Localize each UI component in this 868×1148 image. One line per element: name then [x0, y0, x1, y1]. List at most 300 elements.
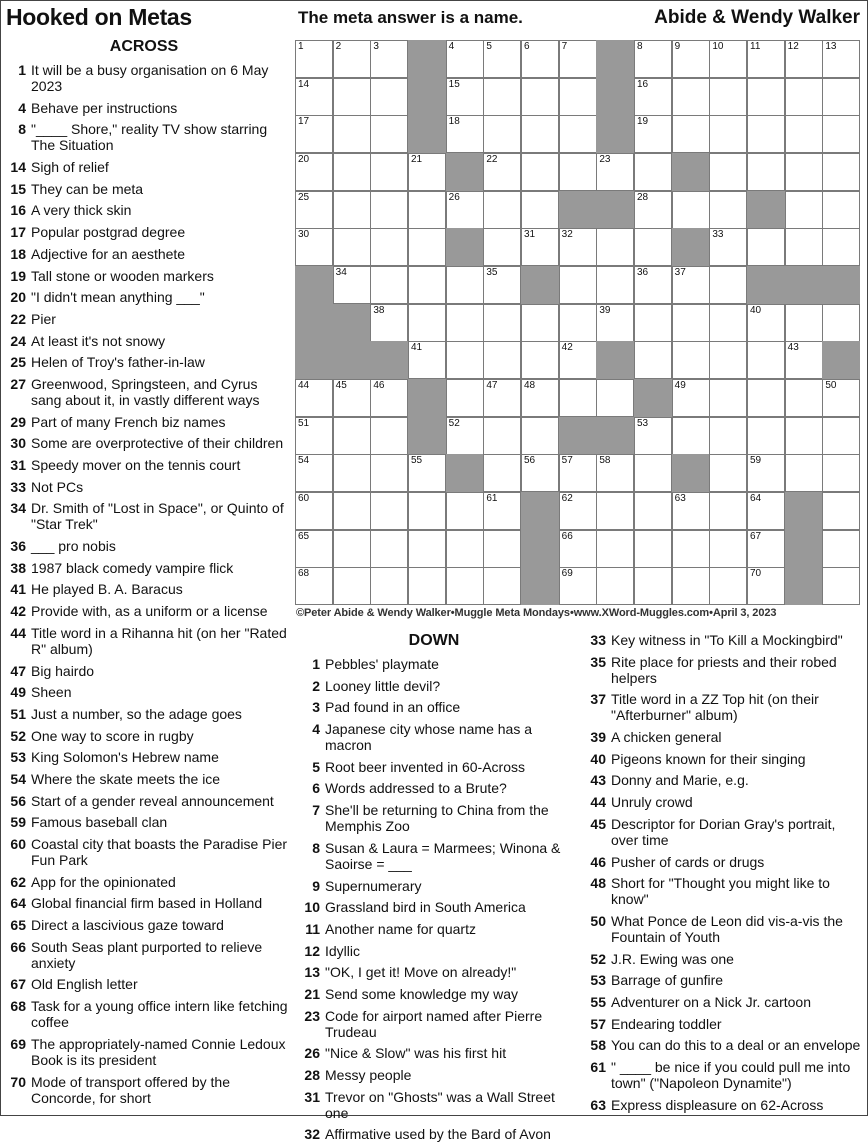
grid-cell[interactable]: [483, 115, 521, 153]
clue-text: App for the opinionated: [31, 873, 176, 890]
grid-cell[interactable]: [483, 304, 521, 342]
grid-block: [370, 341, 408, 379]
grid-cell[interactable]: [370, 567, 408, 605]
grid-block: [333, 304, 371, 342]
meta-instruction: The meta answer is a name.: [298, 8, 523, 27]
grid-cell[interactable]: [483, 417, 521, 455]
grid-cell[interactable]: [822, 228, 860, 266]
clue-number: 58: [590, 1037, 606, 1054]
grid-cell[interactable]: [408, 341, 446, 379]
grid-cell[interactable]: [634, 530, 672, 568]
grid-cell[interactable]: [747, 417, 785, 455]
clue-text: Idyllic: [325, 942, 361, 959]
grid-cell[interactable]: [634, 304, 672, 342]
grid-cell[interactable]: [709, 454, 747, 492]
grid-cell[interactable]: [747, 304, 785, 342]
cell-number: 43: [787, 342, 799, 354]
grid-cell[interactable]: [822, 40, 860, 78]
clue-text: Unruly crowd: [611, 794, 693, 811]
clue-text: What Ponce de Leon did vis-a-vis the Fountain of Youth: [611, 912, 843, 945]
grid-cell[interactable]: [333, 115, 371, 153]
grid-cell[interactable]: [333, 266, 371, 304]
grid-cell[interactable]: [596, 153, 634, 191]
cell-number: 41: [411, 342, 423, 354]
across-clue: [4, 1036, 288, 1068]
grid-cell[interactable]: [559, 341, 597, 379]
grid-cell[interactable]: [822, 304, 860, 342]
clue-number: 68: [10, 998, 26, 1015]
grid-cell[interactable]: [709, 266, 747, 304]
grid-cell[interactable]: [596, 304, 634, 342]
cell-number: 1: [298, 41, 304, 52]
grid-cell[interactable]: [747, 341, 785, 379]
grid-cell[interactable]: [822, 454, 860, 492]
grid-cell[interactable]: [333, 454, 371, 492]
grid-cell[interactable]: [370, 379, 408, 417]
grid-cell[interactable]: [295, 40, 333, 78]
grid-cell[interactable]: [559, 304, 597, 342]
grid-cell[interactable]: [408, 492, 446, 530]
grid-cell[interactable]: [295, 492, 333, 530]
grid-cell[interactable]: [747, 454, 785, 492]
grid-cell[interactable]: [672, 78, 710, 116]
grid-cell[interactable]: [709, 40, 747, 78]
grid-cell[interactable]: [822, 567, 860, 605]
clue-number: 14: [10, 159, 26, 176]
cell-number: 6: [524, 41, 530, 52]
grid-cell[interactable]: [408, 191, 446, 229]
clue-text: Express displeasure on 62-Across: [611, 1096, 824, 1113]
grid-cell[interactable]: [559, 153, 597, 191]
grid-cell[interactable]: [785, 417, 823, 455]
grid-cell[interactable]: [370, 115, 408, 153]
clue-text: Pusher of cards or drugs: [611, 853, 765, 870]
grid-cell[interactable]: [559, 530, 597, 568]
grid-cell[interactable]: [709, 567, 747, 605]
grid-cell[interactable]: [785, 304, 823, 342]
cell-number: 54: [298, 455, 310, 467]
grid-cell[interactable]: [709, 228, 747, 266]
grid-cell[interactable]: [672, 304, 710, 342]
clue-number: 3: [312, 699, 320, 716]
grid-cell[interactable]: [370, 417, 408, 455]
clue-number: 11: [305, 920, 320, 937]
cell-number: 61: [486, 493, 498, 504]
grid-cell[interactable]: [709, 304, 747, 342]
grid-cell[interactable]: [822, 115, 860, 153]
cell-number: 34: [335, 267, 347, 278]
grid-cell[interactable]: [446, 492, 484, 530]
clue-text: Title word in a ZZ Top hit (on their "Afterburner" album): [611, 691, 819, 724]
grid-cell[interactable]: [483, 191, 521, 229]
grid-block: [672, 454, 710, 492]
clue-text: " ____ be nice if you could pull me into town" ("Napoleon Dynamite"): [611, 1059, 851, 1091]
across-clue: [4, 333, 288, 349]
grid-cell[interactable]: [634, 191, 672, 229]
grid-cell[interactable]: [785, 153, 823, 191]
clue-number: 22: [10, 310, 26, 327]
clue-text: Famous baseball clan: [31, 814, 168, 831]
down-clue: [584, 875, 864, 907]
grid-cell[interactable]: [408, 266, 446, 304]
clue-number: 37: [590, 691, 606, 708]
clue-number: 46: [590, 853, 606, 870]
grid-cell[interactable]: [634, 78, 672, 116]
clue-number: 34: [10, 500, 26, 517]
grid-cell[interactable]: [747, 530, 785, 568]
down-clue: [298, 921, 576, 937]
grid-cell[interactable]: [822, 492, 860, 530]
grid-cell[interactable]: [672, 341, 710, 379]
clue-number: 8: [18, 121, 26, 138]
grid-cell[interactable]: [521, 78, 559, 116]
grid-cell[interactable]: [521, 341, 559, 379]
grid-cell[interactable]: [822, 417, 860, 455]
clue-number: 32: [304, 1126, 320, 1143]
down-clue: [298, 840, 576, 872]
grid-cell[interactable]: [559, 379, 597, 417]
cell-number: 25: [298, 191, 310, 203]
clue-number: 45: [590, 815, 606, 832]
grid-cell[interactable]: [596, 454, 634, 492]
grid-cell[interactable]: [333, 567, 371, 605]
grid-block: [408, 115, 446, 153]
clue-text: Start of a gender reveal announcement: [31, 792, 274, 809]
grid-cell[interactable]: [559, 454, 597, 492]
grid-cell[interactable]: [295, 191, 333, 229]
clue-number: 56: [10, 792, 26, 809]
grid-cell[interactable]: [709, 115, 747, 153]
grid-cell[interactable]: [370, 228, 408, 266]
grid-cell[interactable]: [596, 567, 634, 605]
grid-cell[interactable]: [785, 454, 823, 492]
cell-number: 8: [637, 41, 643, 52]
grid-cell[interactable]: [521, 153, 559, 191]
cell-number: 59: [750, 455, 762, 467]
down-clue: [584, 751, 864, 767]
grid-cell[interactable]: [785, 40, 823, 78]
cell-number: 52: [448, 417, 460, 429]
grid-cell[interactable]: [559, 567, 597, 605]
grid-cell[interactable]: [596, 266, 634, 304]
grid-cell[interactable]: [370, 454, 408, 492]
grid-cell[interactable]: [709, 492, 747, 530]
grid-cell[interactable]: [785, 115, 823, 153]
grid-cell[interactable]: [295, 379, 333, 417]
across-clue: [4, 224, 288, 240]
grid-cell[interactable]: [483, 341, 521, 379]
grid-block: [446, 228, 484, 266]
clue-number: 44: [590, 794, 606, 811]
across-clue: [4, 917, 288, 933]
cell-number: 21: [411, 154, 423, 165]
clue-number: 59: [10, 814, 26, 831]
grid-cell[interactable]: [822, 78, 860, 116]
cell-number: 70: [750, 568, 762, 580]
down-clue: [298, 943, 576, 959]
clue-text: Helen of Troy's father-in-law: [31, 354, 205, 371]
across-clue: [4, 435, 288, 451]
grid-cell[interactable]: [672, 417, 710, 455]
grid-cell[interactable]: [446, 115, 484, 153]
grid-cell[interactable]: [596, 228, 634, 266]
grid-cell[interactable]: [333, 153, 371, 191]
grid-cell[interactable]: [747, 567, 785, 605]
grid-cell[interactable]: [709, 78, 747, 116]
cell-number: 56: [524, 455, 536, 467]
grid-cell[interactable]: [295, 567, 333, 605]
grid-cell[interactable]: [408, 228, 446, 266]
grid-cell[interactable]: [408, 153, 446, 191]
grid-cell[interactable]: [408, 304, 446, 342]
grid-cell[interactable]: [370, 530, 408, 568]
grid-cell[interactable]: [333, 379, 371, 417]
grid-cell[interactable]: [822, 379, 860, 417]
clue-text: Pebbles' playmate: [325, 656, 439, 672]
grid-cell[interactable]: [747, 78, 785, 116]
cell-number: 69: [561, 568, 573, 580]
clue-number: 17: [10, 224, 26, 241]
grid-cell[interactable]: [634, 492, 672, 530]
down-clue: [298, 1045, 576, 1061]
grid-cell[interactable]: [672, 530, 710, 568]
clue-text: Endearing toddler: [611, 1015, 722, 1032]
grid-cell[interactable]: [483, 492, 521, 530]
grid-cell[interactable]: [295, 153, 333, 191]
across-clue: [4, 354, 288, 370]
grid-cell[interactable]: [295, 417, 333, 455]
grid-block: [295, 304, 333, 342]
grid-cell[interactable]: [785, 78, 823, 116]
grid-cell[interactable]: [747, 40, 785, 78]
down-clue: [298, 899, 576, 915]
grid-cell[interactable]: [559, 115, 597, 153]
grid-cell[interactable]: [672, 191, 710, 229]
grid-cell[interactable]: [521, 304, 559, 342]
grid-block: [408, 78, 446, 116]
grid-cell[interactable]: [370, 266, 408, 304]
grid-cell[interactable]: [822, 153, 860, 191]
grid-cell[interactable]: [370, 153, 408, 191]
grid-cell[interactable]: [483, 567, 521, 605]
grid-cell[interactable]: [295, 228, 333, 266]
down-clue: [298, 1067, 576, 1083]
clue-number: 31: [10, 457, 26, 473]
grid-cell[interactable]: [446, 417, 484, 455]
grid-cell[interactable]: [483, 78, 521, 116]
across-clue: [4, 311, 288, 327]
grid-cell[interactable]: [672, 492, 710, 530]
grid-cell[interactable]: [634, 153, 672, 191]
grid-cell[interactable]: [672, 115, 710, 153]
cell-number: 30: [298, 229, 310, 241]
grid-cell[interactable]: [785, 341, 823, 379]
grid-cell[interactable]: [408, 567, 446, 605]
grid-cell[interactable]: [709, 379, 747, 417]
grid-cell[interactable]: [709, 191, 747, 229]
grid-cell[interactable]: [785, 379, 823, 417]
grid-cell[interactable]: [446, 40, 484, 78]
grid-cell[interactable]: [634, 567, 672, 605]
grid-cell[interactable]: [483, 454, 521, 492]
grid-cell[interactable]: [370, 40, 408, 78]
grid-cell[interactable]: [747, 115, 785, 153]
clue-text: South Seas plant purported to relieve anxiety: [31, 938, 263, 971]
grid-cell[interactable]: [333, 530, 371, 568]
grid-cell[interactable]: [521, 454, 559, 492]
grid-cell[interactable]: [333, 492, 371, 530]
clue-text: Japanese city whose name has a macron: [325, 721, 533, 754]
grid-cell[interactable]: [521, 417, 559, 455]
grid-cell[interactable]: [483, 153, 521, 191]
grid-cell[interactable]: [521, 40, 559, 78]
clue-text: Part of many French biz names: [31, 413, 226, 430]
grid-cell[interactable]: [521, 115, 559, 153]
grid-cell[interactable]: [747, 228, 785, 266]
grid-cell[interactable]: [822, 530, 860, 568]
grid-cell[interactable]: [747, 379, 785, 417]
down-clue: [584, 1037, 864, 1053]
cell-number: 55: [411, 455, 423, 467]
grid-cell[interactable]: [295, 115, 333, 153]
cell-number: 23: [599, 154, 611, 165]
grid-cell[interactable]: [672, 266, 710, 304]
grid-cell[interactable]: [559, 492, 597, 530]
clue-number: 21: [304, 985, 320, 1002]
grid-cell[interactable]: [521, 228, 559, 266]
across-clue: [4, 939, 288, 971]
clue-text: Short for "Thought you might like to know": [611, 875, 830, 908]
grid-cell[interactable]: [634, 341, 672, 379]
grid-cell[interactable]: [446, 266, 484, 304]
clue-number: 61: [590, 1059, 606, 1075]
grid-cell[interactable]: [634, 454, 672, 492]
down-clue: [584, 654, 864, 686]
grid-cell[interactable]: [709, 341, 747, 379]
clue-number: 1: [312, 656, 320, 672]
grid-cell[interactable]: [822, 191, 860, 229]
cell-number: 13: [825, 41, 837, 52]
across-clue: [4, 479, 288, 495]
grid-block: [446, 454, 484, 492]
grid-cell[interactable]: [370, 492, 408, 530]
grid-cell[interactable]: [333, 78, 371, 116]
grid-cell[interactable]: [559, 40, 597, 78]
clue-text: You can do this to a deal or an envelope: [611, 1037, 861, 1054]
grid-cell[interactable]: [634, 40, 672, 78]
grid-cell[interactable]: [333, 417, 371, 455]
grid-cell[interactable]: [483, 228, 521, 266]
clue-number: 25: [10, 354, 26, 371]
grid-cell[interactable]: [634, 266, 672, 304]
grid-block: [747, 191, 785, 229]
grid-cell[interactable]: [446, 341, 484, 379]
grid-cell[interactable]: [709, 153, 747, 191]
grid-cell[interactable]: [785, 228, 823, 266]
grid-cell[interactable]: [483, 266, 521, 304]
grid-cell[interactable]: [785, 191, 823, 229]
grid-block: [446, 153, 484, 191]
grid-cell[interactable]: [446, 78, 484, 116]
grid-cell[interactable]: [559, 228, 597, 266]
grid-cell[interactable]: [596, 530, 634, 568]
clue-number: 31: [304, 1088, 320, 1105]
grid-block: [596, 341, 634, 379]
grid-cell[interactable]: [295, 78, 333, 116]
grid-cell[interactable]: [672, 40, 710, 78]
grid-block: [521, 492, 559, 530]
across-clue: [4, 538, 288, 554]
grid-cell[interactable]: [370, 191, 408, 229]
clue-number: 2: [312, 677, 320, 694]
grid-cell[interactable]: [333, 191, 371, 229]
grid-block: [521, 530, 559, 568]
grid-cell[interactable]: [596, 492, 634, 530]
clue-text: "OK, I get it! Move on already!": [325, 964, 517, 981]
cell-number: 33: [712, 229, 724, 241]
grid-cell[interactable]: [483, 530, 521, 568]
grid-cell[interactable]: [747, 492, 785, 530]
grid-cell[interactable]: [634, 228, 672, 266]
grid-cell[interactable]: [521, 191, 559, 229]
grid-cell[interactable]: [333, 40, 371, 78]
cell-number: 26: [448, 191, 460, 203]
grid-cell[interactable]: [634, 115, 672, 153]
grid-cell[interactable]: [709, 530, 747, 568]
across-clue: [4, 289, 288, 305]
grid-cell[interactable]: [672, 567, 710, 605]
grid-cell[interactable]: [747, 153, 785, 191]
across-clue: [4, 771, 288, 787]
down-clue: [298, 1126, 576, 1142]
grid-cell[interactable]: [446, 379, 484, 417]
grid-cell[interactable]: [559, 266, 597, 304]
down-clue: [298, 986, 576, 1002]
grid-cell[interactable]: [446, 530, 484, 568]
grid-cell[interactable]: [370, 78, 408, 116]
grid-block: [408, 417, 446, 455]
across-clue: [4, 500, 288, 532]
down-clue: [584, 994, 864, 1010]
grid-cell[interactable]: [521, 379, 559, 417]
grid-cell[interactable]: [483, 40, 521, 78]
grid-cell[interactable]: [446, 304, 484, 342]
grid-cell[interactable]: [408, 530, 446, 568]
grid-cell[interactable]: [446, 567, 484, 605]
clue-text: Mode of transport offered by the Concorde, for short: [31, 1073, 230, 1106]
grid-cell[interactable]: [446, 191, 484, 229]
clue-text: Root beer invented in 60-Across: [325, 758, 525, 775]
grid-cell[interactable]: [295, 530, 333, 568]
grid-cell[interactable]: [634, 417, 672, 455]
across-clue-list: [4, 62, 288, 1111]
grid-cell[interactable]: [370, 304, 408, 342]
cell-number: 3: [373, 41, 379, 52]
clue-text: A very thick skin: [31, 202, 132, 219]
down-clue: [584, 854, 864, 870]
grid-cell[interactable]: [333, 228, 371, 266]
grid-cell[interactable]: [559, 78, 597, 116]
grid-cell[interactable]: [408, 454, 446, 492]
down-clue: [298, 878, 576, 894]
grid-cell[interactable]: [596, 379, 634, 417]
grid-cell[interactable]: [483, 379, 521, 417]
grid-cell[interactable]: [295, 454, 333, 492]
clue-number: 4: [312, 721, 320, 738]
grid-cell[interactable]: [672, 379, 710, 417]
grid-cell[interactable]: [709, 417, 747, 455]
down-clue: [584, 913, 864, 945]
